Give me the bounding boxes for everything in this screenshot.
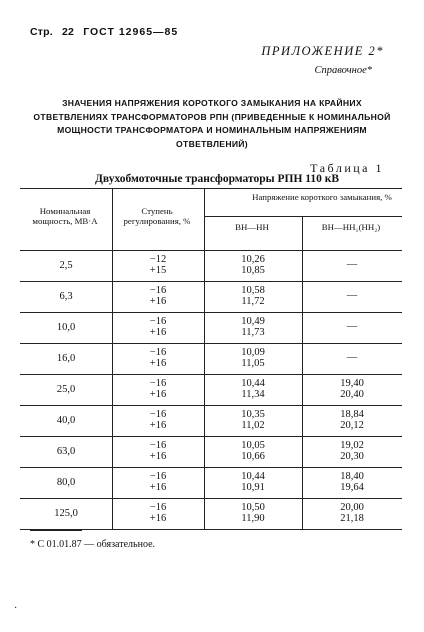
- cell-split-dash: —: [346, 321, 358, 332]
- scan-speck: ·: [14, 603, 18, 614]
- cell-power: 80,0: [56, 477, 76, 488]
- cell-step-negative: −16: [149, 502, 167, 513]
- header-voltage-group: Напряжение короткого замыкания, %: [252, 192, 392, 202]
- row-rule: [20, 343, 402, 344]
- cell-power: 6,3: [59, 291, 73, 302]
- cell-split-max: 20,40: [340, 389, 364, 400]
- page-label: Стр.: [30, 26, 53, 38]
- table-number: Таблица 1: [310, 161, 384, 175]
- section-title-line: ОТВЕТВЛЕНИЙ): [176, 138, 248, 149]
- cell-step-negative: −16: [149, 409, 167, 420]
- cell-power: 63,0: [56, 446, 76, 457]
- cell-step-positive: +16: [149, 420, 167, 431]
- cell-hv-lv-min: 10,26: [241, 254, 265, 265]
- header-hv-lv: ВН—НН: [235, 222, 269, 232]
- row-rule: [20, 467, 402, 468]
- cell-hv-lv-max: 11,05: [241, 358, 265, 369]
- row-rule: [20, 374, 402, 375]
- cell-power: 25,0: [56, 384, 76, 395]
- cell-step-positive: +16: [149, 358, 167, 369]
- footnote-rule: [30, 530, 82, 531]
- subheader-rule: [204, 216, 402, 217]
- cell-split-max: 19,64: [340, 482, 364, 493]
- section-title-line: ЗНАЧЕНИЯ НАПРЯЖЕНИЯ КОРОТКОГО ЗАМЫКАНИЯ НА КРАЙНИХ: [62, 98, 362, 108]
- cell-power: 2,5: [59, 260, 73, 271]
- cell-step-positive: +16: [149, 513, 167, 524]
- cell-split-dash: —: [346, 352, 358, 363]
- cell-step-positive: +16: [149, 327, 167, 338]
- cell-hv-lv-max: 10,66: [241, 451, 265, 462]
- cell-split-dash: —: [346, 259, 358, 270]
- cell-hv-lv-max: 11,72: [241, 296, 265, 307]
- cell-split-max: 20,30: [340, 451, 364, 462]
- header-bottom-rule: [20, 250, 402, 251]
- cell-hv-lv-min: 10,44: [241, 378, 265, 389]
- header-power: Номинальная мощность, МВ·А: [32, 206, 98, 226]
- cell-step-negative: −16: [149, 347, 167, 358]
- cell-hv-lv-min: 10,35: [241, 409, 265, 420]
- cell-hv-lv-min: 10,58: [241, 285, 265, 296]
- cell-step-negative: −16: [149, 378, 167, 389]
- cell-power: 40,0: [56, 415, 76, 426]
- cell-hv-lv-max: 10,91: [241, 482, 265, 493]
- header-step: Ступень регулирования, %: [123, 206, 191, 226]
- cell-hv-lv-min: 10,05: [241, 440, 265, 451]
- table-caption: Двухобмоточные трансформаторы РПН 110 кВ: [95, 173, 340, 185]
- cell-step-negative: −16: [149, 471, 167, 482]
- cell-step-positive: +16: [149, 296, 167, 307]
- cell-power: 10,0: [56, 322, 76, 333]
- cell-step-positive: +16: [149, 451, 167, 462]
- cell-step-positive: +16: [149, 389, 167, 400]
- row-rule: [20, 436, 402, 437]
- row-rule: [20, 405, 402, 406]
- section-title-line: МОЩНОСТИ ТРАНСФОРМАТОРА И НОМИНАЛЬНЫМ НАПРЯЖЕНИЯМ: [57, 125, 367, 135]
- cell-hv-lv-min: 10,44: [241, 471, 265, 482]
- cell-split-min: 18,40: [340, 471, 364, 482]
- cell-split-min: 19,40: [340, 378, 364, 389]
- row-rule: [20, 498, 402, 499]
- cell-step-negative: −16: [149, 316, 167, 327]
- cell-split-max: 21,18: [340, 513, 364, 524]
- row-rule: [20, 312, 402, 313]
- appendix-note: Справочное*: [314, 65, 372, 76]
- footnote: * С 01.01.87 — обязательное.: [30, 539, 156, 550]
- cell-step-positive: +16: [149, 482, 167, 493]
- cell-split-max: 20,12: [340, 420, 364, 431]
- cell-step-negative: −12: [149, 254, 167, 265]
- appendix-title: ПРИЛОЖЕНИЕ 2*: [261, 44, 384, 58]
- row-rule: [20, 281, 402, 282]
- section-title-line: ОТВЕТВЛЕНИЯХ ТРАНСФОРМАТОРОВ РПН (ПРИВЕДЕННЫЕ К НОМИНАЛЬНОЙ: [33, 111, 391, 122]
- cell-hv-lv-max: 11,90: [241, 513, 265, 524]
- cell-hv-lv-max: 11,34: [241, 389, 265, 400]
- page-header: [30, 26, 184, 38]
- cell-step-negative: −16: [149, 285, 167, 296]
- cell-power: 16,0: [56, 353, 76, 364]
- cell-hv-lv-min: 10,49: [241, 316, 265, 327]
- cell-hv-lv-min: 10,09: [241, 347, 265, 358]
- cell-split-dash: —: [346, 290, 358, 301]
- cell-hv-lv-max: 11,73: [241, 327, 265, 338]
- cell-hv-lv-max: 11,02: [241, 420, 265, 431]
- cell-split-min: 20,00: [340, 502, 364, 513]
- cell-step-negative: −16: [149, 440, 167, 451]
- page-number: 22: [61, 26, 75, 38]
- header-hv-lv-split: ВН—НН₁(НН₂): [321, 222, 381, 232]
- table-top-rule: [20, 188, 402, 189]
- cell-hv-lv-max: 10,85: [241, 265, 265, 276]
- cell-hv-lv-min: 10,50: [241, 502, 265, 513]
- cell-split-min: 18,84: [340, 409, 364, 420]
- section-title: [22, 97, 402, 151]
- cell-power: 125,0: [54, 508, 78, 519]
- cell-step-positive: +15: [149, 265, 167, 276]
- standard-number: ГОСТ 12965—85: [83, 26, 179, 38]
- cell-split-min: 19,02: [340, 440, 364, 451]
